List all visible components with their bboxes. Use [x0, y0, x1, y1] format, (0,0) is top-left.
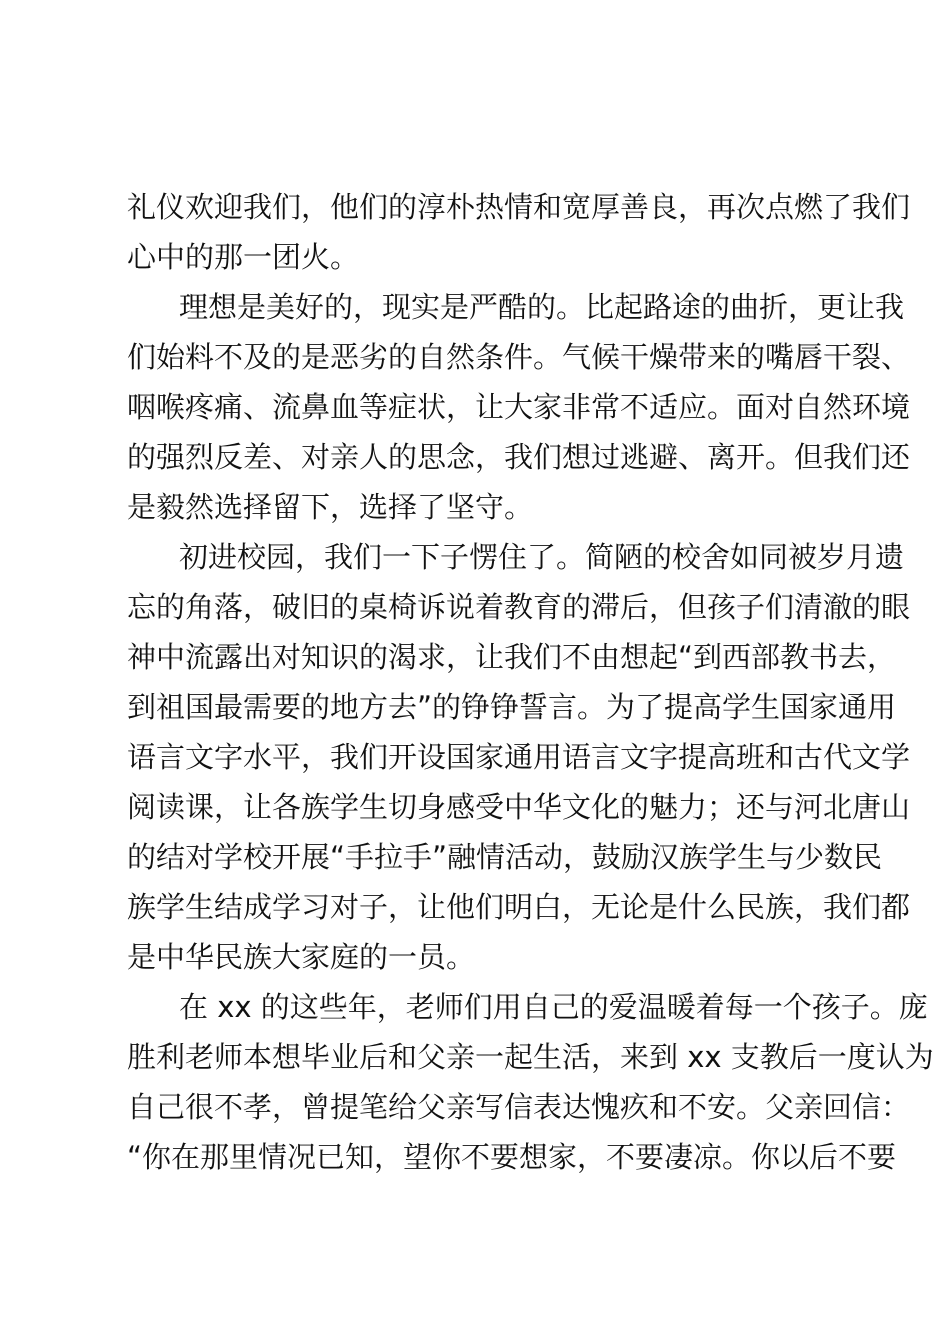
text-line: 神中流露出对知识的渴求，让我们不由想起“到西部教书去， — [127, 640, 897, 674]
text-line: 礼仪欢迎我们，他们的淳朴热情和宽厚善良，再次点燃了我们 — [127, 190, 911, 224]
text-line: 咽喉疼痛、流鼻血等症状，让大家非常不适应。面对自然环境 — [127, 390, 911, 424]
text-line: 自己很不孝，曾提笔给父亲写信表达愧疚和不安。父亲回信： — [127, 1090, 911, 1124]
paragraph-3 — [127, 532, 911, 982]
text-line: 的强烈反差、对亲人的思念，我们想过逃避、离开。但我们还 — [127, 440, 911, 474]
paragraph-2 — [127, 282, 911, 532]
text-line: 的结对学校开展“手拉手”融情活动，鼓励汉族学生与少数民 — [127, 840, 883, 874]
text-line: 忘的角落，破旧的桌椅诉说着教育的滞后，但孩子们清澈的眼 — [127, 590, 911, 624]
text-line: 是毅然选择留下，选择了坚守。 — [127, 490, 534, 524]
paragraph-1 — [127, 182, 911, 282]
text-line: 胜利老师本想毕业后和父亲一起生活，来到 xx 支教后一度认为 — [127, 1040, 934, 1074]
body-text — [127, 182, 934, 1182]
text-line: 阅读课，让各族学生切身感受中华文化的魅力；还与河北唐山 — [127, 790, 911, 824]
text-line: 语言文字水平，我们开设国家通用语言文字提高班和古代文学 — [127, 740, 911, 774]
text-line: 心中的那一团火。 — [127, 240, 360, 274]
text-line: 们始料不及的是恶劣的自然条件。气候干燥带来的嘴唇干裂、 — [127, 340, 911, 374]
paragraph-4 — [127, 982, 934, 1182]
text-line: 是中华民族大家庭的一员。 — [127, 940, 476, 974]
text-line: 到祖国最需要的地方去”的铮铮誓言。为了提高学生国家通用 — [127, 690, 897, 724]
text-line: 初进校园，我们一下子愣住了。简陋的校舍如同被岁月遗 — [179, 540, 905, 574]
text-line: “你在那里情况已知，望你不要想家，不要凄凉。你以后不要 — [127, 1140, 897, 1174]
text-line: 在 xx 的这些年，老师们用自己的爱温暖着每一个孩子。庞 — [179, 990, 928, 1024]
text-line: 族学生结成学习对子，让他们明白，无论是什么民族，我们都 — [127, 890, 911, 924]
text-line: 理想是美好的，现实是严酷的。比起路途的曲折，更让我 — [179, 290, 905, 324]
